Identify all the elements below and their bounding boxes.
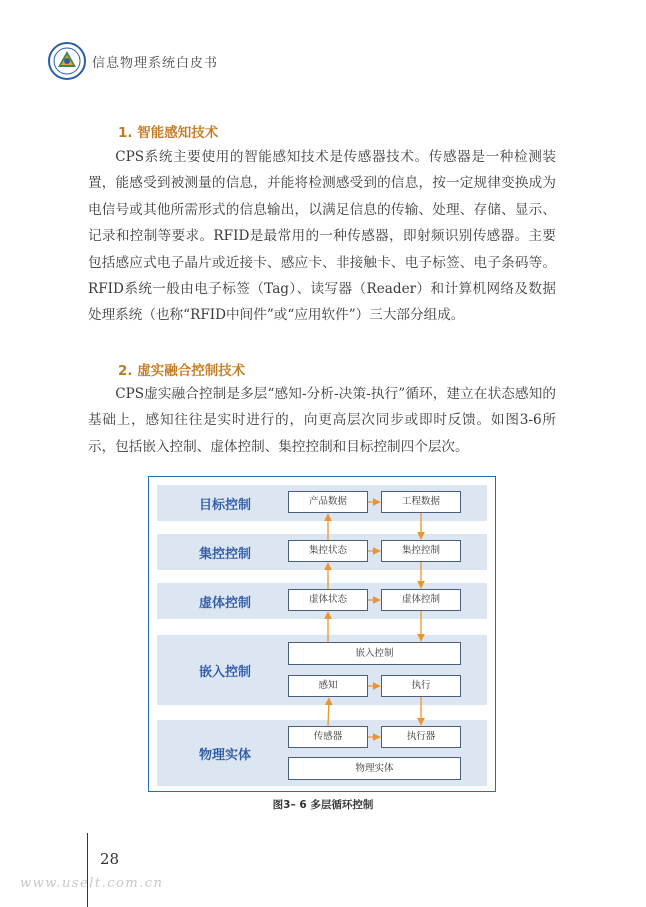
layer-label: 集控控制 bbox=[198, 547, 251, 562]
diagram-box-physical-entity: 物理实体 bbox=[288, 757, 461, 780]
diagram-box-execution: 执行 bbox=[381, 675, 461, 697]
page-number: 28 bbox=[100, 850, 120, 868]
diagram-box-engineering-data: 工程数据 bbox=[381, 491, 461, 513]
diagram-box-product-data: 产品数据 bbox=[288, 491, 368, 513]
page-margin-line bbox=[87, 833, 88, 907]
diagram-box-centralized-state: 集控状态 bbox=[288, 540, 368, 562]
header-title: 信息物理系统白皮书 bbox=[92, 56, 219, 71]
figure-caption: 图3– 6 多层循环控制 bbox=[272, 799, 374, 811]
section2-heading: 2. 虚实融合控制技术 bbox=[118, 363, 246, 379]
diagram-box-sensor: 传感器 bbox=[288, 726, 368, 748]
layer-label: 目标控制 bbox=[198, 498, 251, 513]
arrow-sensor-up bbox=[328, 698, 329, 726]
diagram-box-embedded-control: 嵌入控制 bbox=[288, 642, 461, 665]
layer-label: 虚体控制 bbox=[198, 596, 251, 611]
section1-paragraph: CPS系统主要使用的智能感知技术是传感器技术。传感器是一种检测装置，能感受到被测量的信息，并能将检测感受到的信息，按一定规律变换成为电信号或其他所需形式的信息输出，以满足信息的传输、处理、存储、显示、记录和控制等要求。RFID是最常用的一种传感器，即射频识别传感器。主要包括感应式电子晶片或近接卡、感应卡、非接触卡、电子标签、电子条码等。RFID系统一般由电子标签（Tag）、读写器（Reader）和计算机网络及数据处理系统（也称“RFID中间件”或“应用软件”）三大部分组成。 bbox=[88, 149, 556, 324]
layer-label: 物理实体 bbox=[198, 748, 251, 763]
section1-heading: 1. 智能感知技术 bbox=[118, 125, 219, 141]
diagram-box-virtual-state: 虚体状态 bbox=[288, 589, 368, 611]
layer-label: 嵌入控制 bbox=[198, 665, 251, 680]
section2-paragraph: CPS虚实融合控制是多层“感知-分析-决策-执行”循环，建立在状态感知的基础上，感知往往是实时进行的，向更高层次同步或即时反馈。如图3-6所示，包括嵌入控制、虚体控制、集控控制和目标控制四个层次。 bbox=[88, 386, 556, 455]
watermark: www.uselt.com.cn bbox=[20, 876, 164, 891]
multilayer-control-diagram bbox=[148, 476, 496, 792]
organization-logo-icon bbox=[48, 42, 86, 80]
diagram-box-virtual-control: 虚体控制 bbox=[381, 589, 461, 611]
diagram-box-sensing: 感知 bbox=[288, 675, 368, 697]
diagram-box-actuator: 执行器 bbox=[381, 726, 461, 748]
diagram-arrows bbox=[149, 477, 495, 791]
diagram-box-centralized-control: 集控控制 bbox=[381, 540, 461, 562]
